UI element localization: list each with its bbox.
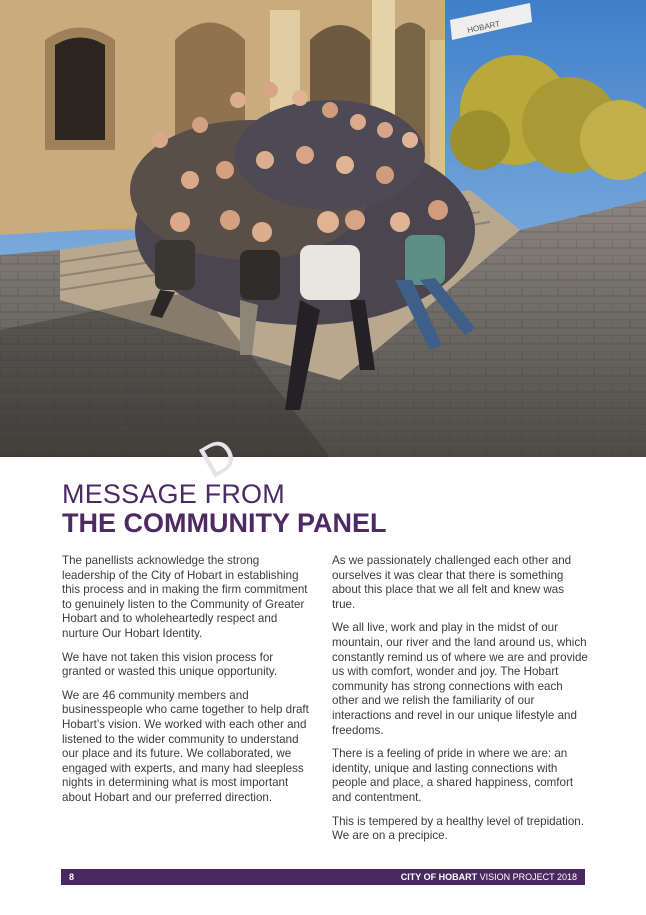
left-column [62, 554, 312, 815]
paragraph: This is tempered by a healthy level of trepidation. We are on a precipice. [332, 814, 584, 843]
group-photo [0, 0, 646, 457]
footer-brand-rest: VISION PROJECT 2018 [477, 872, 577, 882]
footer-brand [401, 869, 577, 885]
paragraph: We are 46 community members and businesspeople who came together to help draft Hobart’s vision. We worked with each other and listened to the wider community to understand our place and its future. We collaborated, we engaged with experts, and many had sleepless nights in determining what is most important about Hobart and our preferred direction. [62, 688, 309, 804]
footer-brand-bold: CITY OF HOBART [400, 872, 478, 882]
paragraph: We all live, work and play in the midst of our mountain, our river and the land around us, which constantly remind us of where we are and provide us with comfort, wonder and joy. The Hobart community has strong connections with each other and we relish the familiarity of our interactions and revel in our unique lifestyle and freedoms. [332, 621, 588, 737]
paragraph: There is a feeling of pride in where we are: an identity, unique and lasting connections with people and place, a shared happiness, comfort and contentment. [332, 747, 574, 804]
heading-line-2: THE COMMUNITY PANEL [62, 508, 387, 538]
paragraph: We have not taken this vision process for granted or wasted this unique opportunity. [62, 650, 278, 679]
paragraph: The panellists acknowledge the strong leadership of the City of Hobart in establishing this process and in making the firm commitment to genuinely listen to the Community of Greater Hobart and to wholeheartedly respect and nurture Our Hobart Identity. [62, 554, 308, 640]
right-column [332, 554, 588, 853]
page-number: 8 [69, 872, 75, 882]
draft-watermark: D [190, 423, 251, 488]
heading-line-1: MESSAGE FROM [62, 479, 285, 509]
page-heading [62, 480, 387, 538]
footer-bar [61, 869, 585, 885]
banner-text: HOBART [466, 19, 501, 35]
paragraph: As we passionately challenged each other and ourselves it was clear that there is something about this place that we all felt and knew was true. [332, 554, 572, 611]
